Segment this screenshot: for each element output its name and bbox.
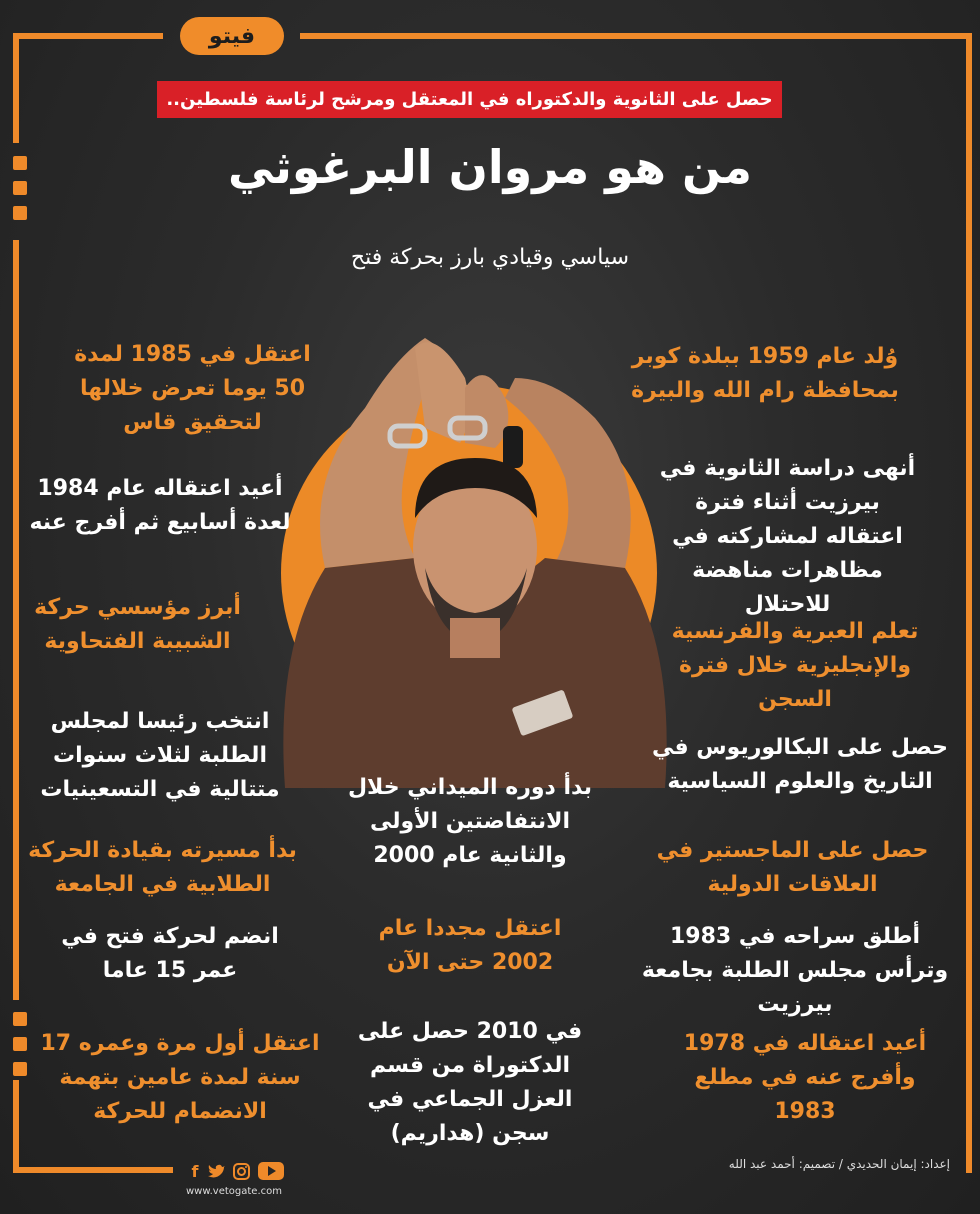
twitter-icon[interactable]	[206, 1160, 228, 1182]
fact-intifada: بدأ دوره الميداني خلال الانتفاضتين الأولى والثانية عام 2000	[347, 775, 593, 868]
fact-bachelor: حصل على البكالوريوس في التاريخ والعلوم السياسية	[651, 735, 949, 794]
headline-banner: حصل على الثانوية والدكتوراه في المعتقل ومرشح لرئاسة فلسطين..	[157, 81, 782, 118]
frame-dot	[13, 1037, 27, 1051]
frame-left-bottom	[13, 1080, 19, 1173]
page-title: من هو مروان البرغوثي	[228, 140, 752, 194]
fact-high-school: أنهى دراسة الثانوية في بيرزيت أثناء فترة اعتقاله لمشاركته في مظاهرات مناهضة للاحتلال	[659, 456, 916, 617]
frame-right	[966, 33, 972, 1173]
fact-arrest-2002: اعتقل مجددا عام 2002 حتى الآن	[378, 916, 562, 975]
instagram-icon[interactable]	[230, 1160, 252, 1182]
fact-student-movement: بدأ مسيرته بقيادة الحركة الطلابية في الجامعة	[28, 838, 297, 897]
fact-first-arrest: اعتقل أول مرة وعمره 17 سنة لمدة عامين بتهمة الانضمام للحركة	[40, 1031, 320, 1124]
fact-arrest-1985: اعتقل في 1985 لمدة 50 يوما تعرض خلالها لتحقيق قاس	[74, 342, 311, 435]
credits: إعداد: إيمان الحديدي / تصميم: أحمد عبد الله	[728, 1157, 950, 1171]
fact-languages: تعلم العبرية والفرنسية والإنجليزية خلال فترة السجن	[671, 619, 919, 712]
fact-rearrest-1978: أعيد اعتقاله في 1978 وأفرج عنه في مطلع 1983	[683, 1031, 927, 1124]
fact-founder: أبرز مؤسسي حركة الشبيبة الفتحاوية	[34, 595, 241, 654]
frame-dot	[13, 181, 27, 195]
facebook-icon[interactable]: f	[191, 1161, 199, 1181]
youtube-icon[interactable]	[256, 1160, 286, 1182]
frame-left-mid	[13, 240, 19, 1000]
frame-bottom-left	[13, 1167, 173, 1173]
fact-doctorate: في 2010 حصل على الدكتوراة من قسم العزل الجماعي في سجن (هداريم)	[357, 1019, 583, 1146]
frame-dot	[13, 1062, 27, 1076]
frame-dot	[13, 206, 27, 220]
frame-dot	[13, 1012, 27, 1026]
website-url[interactable]: www.vetogate.com	[186, 1186, 282, 1197]
frame-top-right	[300, 33, 972, 39]
fact-student-council: انتخب رئيسا لمجلس الطلبة لثلاث سنوات متتالية في التسعينيات	[40, 709, 280, 802]
fact-joined-fatah: انضم لحركة فتح في عمر 15 عاما	[61, 924, 279, 983]
fact-birth: وُلد عام 1959 ببلدة كوبر بمحافظة رام الله والبيرة	[631, 344, 899, 403]
frame-dot	[13, 156, 27, 170]
fact-rearrest-1984: أعيد اعتقاله عام 1984 لعدة أسابيع ثم أفرج عنه	[29, 476, 291, 535]
logo: فيتو	[180, 17, 284, 55]
subtitle: سياسي وقيادي بارز بحركة فتح	[350, 245, 630, 270]
frame-top-left	[13, 33, 163, 39]
fact-release-1983: أطلق سراحه في 1983 وترأس مجلس الطلبة بجامعة بيرزيت	[641, 924, 949, 1017]
fact-master: حصل على الماجستير في العلاقات الدولية	[656, 838, 929, 897]
frame-left-upper	[13, 33, 19, 143]
